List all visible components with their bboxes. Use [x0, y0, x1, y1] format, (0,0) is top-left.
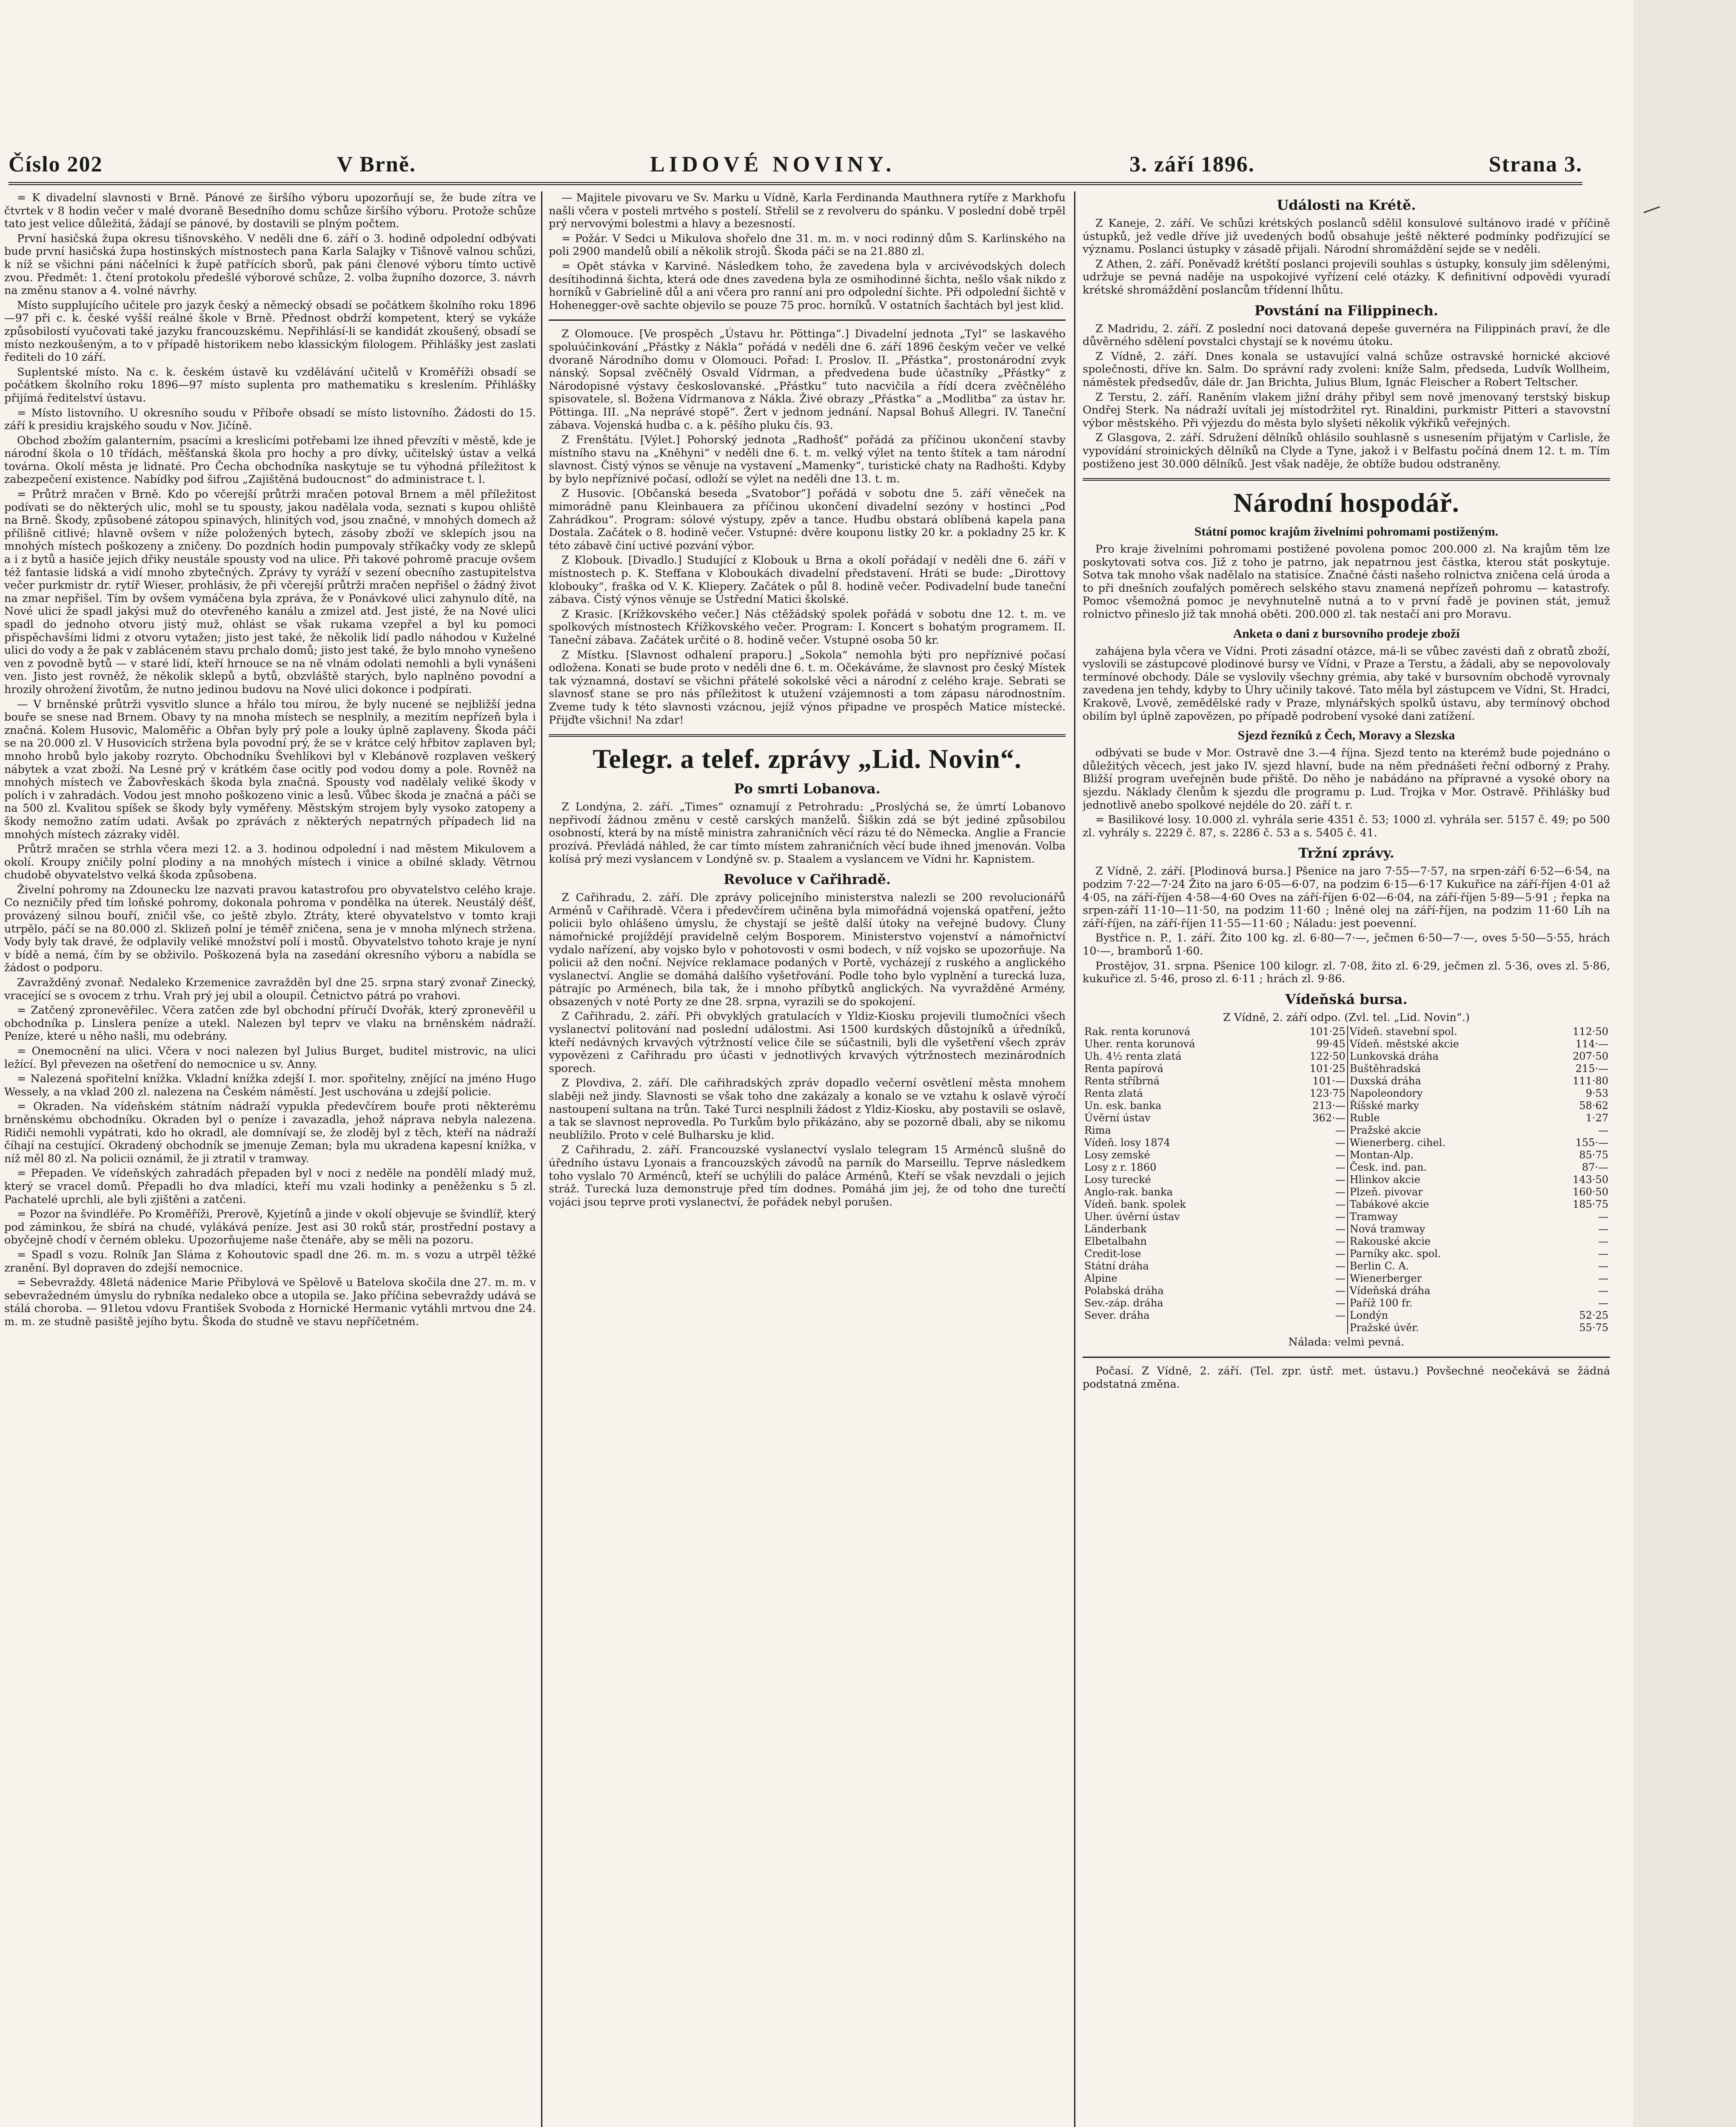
bursa-item-value: 160·50: [1573, 1186, 1608, 1198]
bursa-item-name: Elbetalbahn: [1084, 1235, 1147, 1248]
bursa-item-value: —: [1335, 1223, 1345, 1235]
heading-krete: Události na Krétě.: [1277, 197, 1416, 213]
article-stavka-karvina: = Opět stávka v Karviné. Následkem toho, že zavedena byla v arcivévodských dolech desítihodinná šichta, která ode dnes zavedena byla ze osmihodinné šichta, nešlo však nikdo z horníků v Gabrielině důl a ani včera pro ranní ani pro odpolední šichte. Při odpolední šichtě v Hohenegger-ově sachte objevilo se pouze 75 proc. horníků. V ostatních šachtách byl jest klid.: [549, 259, 1066, 312]
bursa-item-value: 101·25: [1309, 1026, 1345, 1038]
bursa-item-value: [1280, 1322, 1348, 1334]
bursa-item-name: Wienerberger: [1348, 1272, 1543, 1285]
bursa-item-name: Montan-Alp.: [1348, 1149, 1543, 1161]
article-prepaden: = Přepaden. Ve vídeňských zahradách přepaden byl v noci z neděle na pondělí mladý muž, který se vracel domů. Přepadli ho dva mladíci, kteří mu vzali hodinky a peněženku s 5 zl. Pachatelé uprchli, ale byli zjištěni a zatčeni.: [4, 1167, 536, 1206]
bursa-item-name: Credit-lose: [1084, 1248, 1141, 1260]
article-prutrz-mikulov: Průtrž mračen se strhla včera mezi 12. a 3. hodinou odpolední i nad městem Mikulovem a okolí. Kroupy zničily polní plodiny a na mnohých místech i vinice a obilné sklady. Větrnou chudobě obyvatelstvo velká škoda způsobena.: [4, 843, 536, 882]
bursa-row: [1083, 1124, 1610, 1137]
article-sporitelni-knizka: = Nalezená spořitelní knížka. Vkladní knížka zdejší I. mor. spořitelny, znějící na jméno Hugo Wessely, a na vklad 200 zl. nalezena na Českém náměstí. Jest uschována u zdejší policie.: [4, 1072, 536, 1098]
bursa-row: [1083, 1075, 1610, 1087]
bursa-item-name: Rak. renta korunová: [1084, 1026, 1191, 1038]
bursa-item-value: —: [1335, 1297, 1345, 1309]
bursa-item-name: Napoleondory: [1348, 1087, 1543, 1100]
bursa-row: [1083, 1322, 1610, 1334]
bursa-item-name: Rima: [1084, 1124, 1111, 1137]
bursa-item-name: Česk. ind. pan.: [1348, 1161, 1543, 1174]
bursa-item-name: Anglo-rak. banka: [1084, 1186, 1173, 1198]
article-prutrz-pokracovani: — V brněnské průtrži vysvitlo slunce a hřálo tou mírou, že byly nucené se nejbližší jedna bouře se snese nad Brnem. Obavy ty na mnoha místech se nesplnily, a mezitím nepřízeň byla i značná. Kolem Husovic, Maloměřic a Obřan byly prý pole a louky úplně zaplaveny. Škoda páči se na 20.000 zl. V Husovicích stržena byla povodní prý, že se v krátce celý hřbitov zaplaven byl; mnoho hrobů bylo jakoby rozryto. Obchodníku Švehlíkovi byl v Klebánově rozplaven veškerý nábytek a vzat zboží. Na Lesné prý v krátkém čase ocitly pod vodou domy a pole. Rovněž na mnohých místech ve Žabovřeskách škoda byla značná. Spousty vod nadělaly veliké škody v polích i v zahradách. Vodou jest mnoho poškozeno vinic a lesů. Vůbec škoda je značná a páči se na 500 zl. Kvalitou spíšek se škody byly vyměřeny. Městským strojem byly vysoko zatopeny a škody nemožno zatím udati. Avšak po zprávách z některých nepatrných případech lid na mnohých místech zázraky viděl.: [4, 698, 536, 841]
page-number: Strana 3.: [1488, 152, 1582, 177]
weather-report: Počasí. Z Vídně, 2. září. (Tel. zpr. ústř. met. ústavu.) Povšechné neočekává se žádná podstatná změna.: [1083, 1364, 1610, 1391]
bursa-item-name: Alpine: [1084, 1272, 1117, 1285]
issue-number: Číslo 202: [9, 152, 103, 177]
bursa-item-value: 101·25: [1309, 1063, 1345, 1075]
article-divadelni-slavnost: = K divadelní slavnosti v Brně. Pánové ze širšího výboru upozorňují se, že bude zítra ve čtvrtek v 8 hodin večer v malé dvoraně Besedního domu schůze širšího výboru. Protože schůze tato jest velice důležitá, žádají se pánové, by dostavili se plným počtem.: [4, 191, 536, 231]
bursa-item-value: —: [1335, 1211, 1345, 1223]
bursa-subtitle: Z Vídně, 2. září odpo. (Zvl. tel. „Lid. Novin“.): [1223, 1011, 1470, 1024]
bursa-item-value: —: [1335, 1235, 1345, 1248]
bursa-item-value: —: [1335, 1260, 1345, 1272]
heading-videnska-bursa: Vídeňská bursa.: [1285, 991, 1408, 1007]
bursa-item-value: 99·45: [1316, 1038, 1345, 1050]
article-suplentske-misto: Suplentské místo. Na c. k. českém ústavě ku vzdělávání učitelů v Kroměříži obsadí se počátkem školního roku 1896—97 místo suplenta pro mathematiku s kreslením. Přihlášky přijímá ředitelství ústavu.: [4, 365, 536, 405]
bursa-item-value: —: [1598, 1260, 1608, 1272]
bursa-item-name: Ruble: [1348, 1112, 1543, 1124]
article-pozar-sedec: = Požár. V Sedci u Mikulova shořelo dne 31. m. m. v noci rodinný dům S. Karlinského na poli 2900 mandelů obilí a několik strojů. Škoda páči se na 21.880 zl.: [549, 232, 1066, 258]
article-okraden: = Okraden. Na vídeňském státním nádraží vypukla předevčírem bouře proti některému brněnskému obchodníku. Okraden byl o peníze i zavazadla, jehož náprava nebyla nalezena. Ridiči nemohli vypátrati, kdo ho okradl, ale domnívají se, že zloděj byl z těch, kteří na nádraží číhají na cestující. Okradený obchodník se jmenuje Zeman; byla mu ukradena kapesní knížka, v níž měl 80 zl. Na policii oznámil, že ji ztratil v tramway.: [4, 1100, 536, 1165]
masthead: [9, 147, 1582, 185]
bursa-row: [1083, 1198, 1610, 1211]
bursa-item-value: —: [1335, 1186, 1345, 1198]
bursa-row: [1083, 1248, 1610, 1260]
article-londyn: Z Londýna, 2. září. „Times“ oznamují z Petrohradu: „Proslýchá se, že úmrtí Lobanovo nepřivodí žádnou změnu v cestě carských manželů. Šiškin zdá se být jediné způsobilou osobností, která by na místě ministra zahraničních věcí rázu té do Německa. Anglie a Francie prozívá. Převládá náhled, že car tímto místem zahraničních věcí bude ihned jmenován. Volba kolísá prý mezi vyslancem v Londýně sv. p. Staalem a vyslancem ve Vídni hr. Kapnistem.: [549, 801, 1066, 866]
article-plovdiv: Z Plovdiva, 2. září. Dle cařihradských zpráv dopadlo večerní osvětlení města mnohem slaběji než jindy. Slavnosti se však toho dne zakázaly a konalo se ve vztahu k oslavě výročí nastoupení sultana na trůn. Také Turci nesplnili žádost z Yldiz-Kiosku, aby postavili se oslavě, a tak se slavnost neprovedla. Po Turkům bylo přikázáno, aby se pozorně dbali, aby se nikomu neublížilo. Proto v celé Bulharsku je klid.: [549, 1077, 1066, 1142]
heading-sjezd: Sjezd řezníků z Čech, Moravy a Slezska: [1237, 728, 1455, 743]
bursa-item-name: Tramway: [1348, 1211, 1543, 1223]
article-kanea: Z Kaneje, 2. září. Ve schůzi krétských poslanců sdělil konsulové sultánovo iradé v příčině ústupků, jež vedle dříve již uvedených bodů obsahuje ještě některé podmínky podřizující se významu. Poslanci ústupky v zásadě přijali. Národní shromáždění sejde se v neděli.: [1083, 217, 1610, 256]
article-klobouky: Z Klobouk. [Divadlo.] Studující z Klobouk u Brna a okolí pořádají v neděli dne 6. září v místnostech p. K. Steffana v Kloboukách divadelní představení. Hráti se bude: „Dirottovy klobouky“, fraška od V. K. Kliepery. Začátek o půl 8. hodině večer. Podivadelní bude taneční zábava. Čistý výnos věnuje se Ústřední Matici školské.: [549, 554, 1066, 606]
bursa-row: [1083, 1137, 1610, 1149]
bursa-item-value: —: [1598, 1211, 1608, 1223]
bursa-item-name: Hlinkov akcie: [1348, 1174, 1543, 1186]
bursa-item-value: —: [1598, 1223, 1608, 1235]
bursa-item-value: 85·75: [1579, 1149, 1608, 1161]
article-zatceny-zpronevirilec: = Zatčený zpronevěřilec. Včera zatčen zde byl obchodní příručí Dvořák, který zpronevěřil u obchodníka p. Linslera peníze a utekl. Nalezen byl teprv ve vlaku na brněnském nádraží. Peníze, které u něho našli, mu odebrány.: [4, 1004, 536, 1043]
bursa-item-name: Uher. renta korunová: [1084, 1038, 1195, 1050]
column-rule-2: [1074, 191, 1075, 2127]
article-krasice: Z Krasic. [Krížkovského večer.] Nás ctěžádský spolek pořádá v sobotu dne 12. t. m. ve spolkových místnostech Křížkovského večer. Program: I. Koncert s bohatým programem. II. Taneční zábava. Začátek určité o 8. hodině večer. Vstupné osoba 50 kr.: [549, 607, 1066, 647]
bursa-item-value: 52·25: [1579, 1309, 1608, 1322]
article-zavrazdeny-zvonar: Zavražděný zvonař. Nedaleko Krzemenice zavražděn byl dne 25. srpna starý zvonař Zinecký, vracející se s ovocem z trhu. Vrah prý jej ubil a oloupil. Četnictvo pátrá po vrahovi.: [4, 976, 536, 1002]
article-prutrz-mracen-brno: = Průtrž mračen v Brně. Kdo po včerejší průtrži mračen potoval Brnem a měl příležitost podívati se do některých ulic, mohl se tu spousty, jakou nadělala voda, seznati s kupou ohliště na Brně. Škody, způsobené zátopou spinavých, hlinitých vod, jsou značné, v mnohých domech až přílišně citlivé; hlavně ovšem v níže položených bytech, zásoby zboží ve sklepích jsou na mnohých místech poškozeny a zničeny. Do pozdních hodin pumpovaly stříkačky vody ze sklepů a i z bytů a hasiče jejich dřiky neustále spousty vod na ulice. Při takové pohromě pracuje ovšem též fantasie lidská a vidí mnoho zbytečných. Zprávy ty vyráží v sezení obecního zastupitelstva večer purkmistr dr. rytíř Wieser, prohlásiv, že při včerejší průtrži mračen nepřišel o žádný život na zmar nepřišel. Tím by ovšem vymáčena byla zpráva, že v Ponávkové ulici zahynulo dítě, na Nové ulici že spadl jakýsi muž do otevřeného kanálu a zmizel atd. Jest jisté, že na Nové ulici spadl do jednoho otvoru jistý muž, ohlást se však rukama vzepřel a byl ku pomoci přispěchavšími lidmi z otvoru vytažen; jisto jest také, že několik lidí padlo náhodou v Kuželné ulici do vody a že pak v zabláceném stavu prchalo domů; jisto jest také, že bylo mnoho vynešeno ven z povodně bytů — v staré lidí, kteří hrnouce se na ně vlnám odolati nemohli a byli vynášeni ven. Jisto jest rovněž, že několik sklepů a bytů, obzvláště starých, bylo naplněno povodní a hrozily ohrožení životům, že nutno jedinou budovu na Nové ulici dokonce i podpírati.: [4, 488, 536, 696]
bursa-item-name: Wienerberg. cihel.: [1348, 1137, 1543, 1149]
bursa-item-name: Vídeň. městské akcie: [1348, 1038, 1543, 1050]
bursa-row: [1083, 1223, 1610, 1235]
bursa-item-value: 111·80: [1573, 1075, 1608, 1087]
bursa-row: [1083, 1174, 1610, 1186]
bursa-item-value: 123·75: [1309, 1087, 1345, 1100]
bursa-row: [1083, 1161, 1610, 1174]
bursa-item-name: Losy turecké: [1084, 1174, 1151, 1186]
bursa-item-name: Vídeň. losy 1874: [1084, 1137, 1170, 1149]
bursa-item-value: —: [1598, 1297, 1608, 1309]
article-terst: Z Terstu, 2. září. Raněním vlakem jižní dráhy přibyl sem nově jmenovaný terstský biskup Ondřej Sterk. Na nádraží uvítali jej místodržitel ryt. Rinaldini, purkmistr Pitteri a stavovstní výbor městského. Při výjezdu do města bylo slyšeti několik výkřiků veřejných.: [1083, 391, 1610, 430]
bursa-item-name: Buštěhradská: [1348, 1063, 1543, 1075]
bursa-item-name: Losy z r. 1860: [1084, 1161, 1157, 1174]
article-spadl-s-vozu: = Spadl s vozu. Rolník Jan Sláma z Kohoutovic spadl dne 26. m. m. s vozu a utrpěl těžké zranění. Byl dopraven do zdejší nemocnice.: [4, 1248, 536, 1274]
bursa-row: [1083, 1050, 1610, 1063]
page-edge: [1633, 0, 1736, 2127]
bursa-item-name: Berlin C. A.: [1348, 1260, 1543, 1272]
article-misto-supplujiciho: Místo supplujícího učitele pro jazyk český a německý obsadí se počátkem školního roku 1896—97 při c. k. české vyšší reálné škole v Brně. Přednost obdrží kompetent, který se vykáže způsobilostí vyučovati také jazyku francouzskému. Nepřihlásí-li se kandidát zkoušený, obsadí se místo nezkoušeným, a to v případě historikem nebo klassickým filologem. Přihlášky jest zaslati řediteli do 10 září.: [4, 299, 536, 364]
heading-revoluce: Revoluce v Cařihradě.: [724, 871, 891, 888]
bursa-row: [1083, 1063, 1610, 1075]
bursa-item-value: —: [1335, 1161, 1345, 1174]
bursa-item-value: 112·50: [1573, 1026, 1608, 1038]
article-hasicska-zupa: První hasičská župa okresu tišnovského. V neděli dne 6. září o 3. hodině odpolední odbývati bude první hasičská župa hostinských místnostech pana Karla Salajky v Tišnově valnou schůzi, k níž se všichni páni náčelníci k župě patřících sborů, pak páni členové výboru tímto uctivě zvou. Předmět: 1. čtení protokolu předešlé výborové schůze, 2. volba župního dozorce, 3. návrh na změnu stanov a 4. volné návrhy.: [4, 232, 536, 297]
column-2: [549, 191, 1066, 2127]
bursa-item-name: Un. esk. banka: [1084, 1100, 1162, 1112]
article-anketa: zahájena byla včera ve Vídni. Proti zásadní otázce, má-li se vůbec zavésti daň z obratů zboží, vyslovili se zástupcové plodinové bursy ve Vídni, v Praze a Terstu, a žádali, aby se nepovolovaly termínové obchody. Dále se vyslovily všechny grémia, aby také v bursovním obchodě vyrovnaly zavedena jen tehdy, kdyby to Úhry učinily takové. Tato měla byl zástupcem ve Vídni, St. Hradci, Krakově, Lvově, zemědělské rady v Praze, mlynářských spolků ústavu, aby termínový obchod obilím byl úplně zapovězen, po případě podrobení vysoké dani zatížení.: [1083, 644, 1610, 723]
bursa-item-name: Pražské akcie: [1348, 1124, 1543, 1137]
bursa-item-value: —: [1335, 1174, 1345, 1186]
article-pozor-svindlere: = Pozor na švindléře. Po Kroměříži, Prerově, Kyjetínů a jinde v okolí objevuje se švindlíř, který pod záminkou, že sbírá na chudé, vylákává peníze. Jest asi 30 roků stár, prostřední postavy a obyčejně chodí v černém obleku. Upozorňujeme naše čtenáře, aby se měli na pozoru.: [4, 1208, 536, 1247]
bursa-item-value: —: [1335, 1248, 1345, 1260]
article-athen: Z Athen, 2. září. Poněvadž krétští poslanci projevili souhlas s ústupky, konsuly jim sdělenými, udržuje se pevná naděje na uspokojivé vyřízení celé otázky. K definitivní odpovědi vyuradí krétské shromáždění poslancům třídenní lhůtu.: [1083, 257, 1610, 297]
bursa-item-value: 122·50: [1309, 1050, 1345, 1063]
article-zivelni-pohromy: Živelní pohromy na Zdounecku lze nazvati pravou katastrofou pro obyvatelstvo celého kraje. Co nezničily před tím loňské pohromy, dokonala pohroma v pondělka na úterek. Neustálý déšť, provázený silnou bouří, zničil vše, co ještě zbylo. Ztráty, které obyvatelstvo v tomto kraji utrpělo, páčí se na 80.000 zl. Sklizeň polní je téměř zničena, sena je v mnoha mlýnech stržena. Vody byly tak dravé, že odplavily veliké množství polí i mostů. Obyvatelstvo tohoto kraje je nyní v bídě a nemá, čím by se obživilo. Poškozená byla na zasedání okresního výboru a nabídla se žádost o podporu.: [4, 883, 536, 975]
article-mistek: Z Místku. [Slavnost odhalení praporu.] „Sokola“ nemohla býti pro nepříznivé počasí odložena. Konati se bude proto v neděli dne 6. t. m. Očekáváme, že slavnost pro český Místek tak významná, dostaví se všichni přátelé sokolské věci a národní z celého kraje. Sebrati se slavnosť stane se pro nás příležitost k utužení vzájemnosti a tom zápasu národnostním. Zveme tudy k této slavnosti vzácnou, jejíž výnos připadne ve prospěch Matice místecké. Přijďte všichni! Na zdar!: [549, 648, 1066, 727]
bursa-item-value: —: [1335, 1149, 1345, 1161]
bursa-row: [1083, 1026, 1610, 1038]
article-misto-listovniho: = Místo listovního. U okresního soudu v Příboře obsadí se místo listovního. Žádosti do 15. září k presidiu krajského soudu v Nov. Jičíně.: [4, 406, 536, 433]
bursa-item-name: Sever. dráha: [1084, 1309, 1150, 1322]
article-mauthner: — Majitele pivovaru ve Sv. Marku u Vídně, Karla Ferdinanda Mauthnera rytíře z Markhofu našli včera v posteli mrtvého s postelí. Střelil se z revolveru do spánku. V poslední době trpěl prý nervovými bolestmi a hlavy a bezesností.: [549, 191, 1066, 231]
bursa-item-name: Státní dráha: [1084, 1260, 1149, 1272]
bursa-item-name: Říšské marky: [1348, 1100, 1543, 1112]
bursa-item-value: —: [1598, 1124, 1608, 1137]
bursa-item-name: Polabská dráha: [1084, 1285, 1164, 1297]
bursa-item-name: Parníky akc. spol.: [1348, 1248, 1543, 1260]
column-1: [4, 191, 536, 2127]
bursa-item-value: 362·—: [1312, 1112, 1345, 1124]
bursa-item-value: 87·—: [1582, 1161, 1608, 1174]
bursa-item-value: 207·50: [1573, 1050, 1608, 1063]
bursa-row: [1083, 1285, 1610, 1297]
bursa-item-name: Länderbank: [1084, 1223, 1147, 1235]
bursa-item-value: 9·53: [1585, 1087, 1608, 1100]
heading-statni-pomoc: Státní pomoc krajům živelními pohromami postiženým.: [1194, 525, 1499, 539]
bursa-item-name: Renta zlatá: [1084, 1087, 1143, 1100]
bursa-row: [1083, 1087, 1610, 1100]
bursa-item-value: —: [1335, 1285, 1345, 1297]
section-double-rule: [549, 734, 1066, 737]
bursa-item-name: Lunkovská dráha: [1348, 1050, 1543, 1063]
bursa-mood: Nálada: velmi pevná.: [1288, 1336, 1405, 1349]
heading-filipiny: Povstání na Filippinech.: [1254, 302, 1438, 319]
bursa-item-name: Losy zemské: [1084, 1149, 1150, 1161]
economy-section-title: Národní hospodář.: [1233, 488, 1459, 518]
bursa-row: [1083, 1211, 1610, 1223]
bursa-item-value: 155·—: [1575, 1137, 1608, 1149]
newspaper-title: LIDOVÉ NOVINY.: [650, 152, 896, 177]
article-husovice: Z Husovic. [Občanská beseda „Svatobor“] pořádá v sobotu dne 5. září věneček na mimorádně panu Kleinbauera za příčinou ukončení divadelní sezóny v hostinci „Pod Zahrádkou“. Program: sólové výstupy, zpěv a tance. Hudbu obstará oblíbená kapela pana Dostala. Začátek o 8. hodině večer. Vstupné: dvěre kouponu listky 20 kr. a pokladny 25 kr. K této zábavě činí uctivé pozvání výbor.: [549, 487, 1066, 552]
bursa-item-name: Úvěrní ústav: [1084, 1112, 1151, 1124]
bursa-row: [1083, 1272, 1610, 1285]
article-statni-pomoc: Pro kraje živelními pohromami postižené povolena pomoc 200.000 zl. Na krajům těm lze poskytovati sotva cos. Již z toho je patrno, jak nepatrnou jest částka, kterou stát poskytuje. Sotva tak mnoho však nadělalo na statisíce. Značné části našeho rolnictva zničena celá úroda a to při dnešních zoufalých poměrech selského stavu znamená nepřízeň pohromu — katastrofy. Pomoc všemožná pomoc je nevyhnutelně nutná a to v první řadě je povinen stát, jemuž rolnictvo přineslo již tak mnohá oběti. 200.000 zl. tak nestačí ani pro Moravu.: [1083, 543, 1610, 621]
bursa-row: [1083, 1100, 1610, 1112]
bursa-item-name: Tabákové akcie: [1348, 1198, 1543, 1211]
heading-anketa: Anketa o dani z bursovního prodeje zboží: [1233, 626, 1460, 641]
bursa-item-name: Uher. úvěrní ústav: [1084, 1211, 1180, 1223]
bursa-item-name: Vídeň. bank. spolek: [1084, 1198, 1186, 1211]
bursa-item-value: 213·—: [1312, 1100, 1345, 1112]
article-viden: Z Vídně, 2. září. Dnes konala se ustavující valná schůze ostravské hornické akciové společnosti, dříve kn. Salm. Do správní rady zvoleni: kníže Salm, předseda, Ludvík Wollheim, náměstek předsedův, dále dr. Jan Brichta, Julius Blum, Ignác Fleischer a Robert Teltscher.: [1083, 350, 1610, 389]
telegram-section-title: Telegr. a telef. zprávy „Lid. Novin“.: [593, 744, 1022, 774]
article-madrid: Z Madridu, 2. září. Z poslední noci datovaná depeše guvernéra na Filippinách praví, že dle důvěrného sdělení povstalci chystají se k novému útoku.: [1083, 322, 1610, 348]
bursa-item-value: —: [1335, 1198, 1345, 1211]
bursa-item-name: [1083, 1322, 1280, 1334]
bursa-item-value: —: [1335, 1309, 1345, 1322]
bursa-item-value: 143·50: [1573, 1174, 1608, 1186]
bursa-row: [1083, 1260, 1610, 1272]
article-olomouc: Z Olomouce. [Ve prospěch „Ústavu hr. Pöttinga“.] Divadelní jednota „Tyl“ se laskavého spoluúčinkování „Přástky z Nákla“ pořádá v neděli dne 6. září 1896 českým večer ve velké dvoraně Národního domu v Olomouci. Pořad: I. Proslov. II. „Přástka“, prostonárodní zvyk nánský. Sopsal zvěčnělý Osvald Vídrman, a předvedena bude účastníky „Přástky“ z Národopisné výstavy českoslovanské. „Přástku“ tuto nacvičila a řídí dcera zvěčnělého spisovatele, sl. Božena Vídrmanova z Nákla. Živé obrazy „Přástka“ a „Modlitba“ za ústav hr. Pöttinga. III. „Na neprávé stopě“. Žert v jednom jednání. Napsal Bohuš Allegri. IV. Taneční zábava. Vojenská hudba c. a k. pěšího pluku čís. 93.: [549, 328, 1066, 432]
article-glasgow: Z Glasgova, 2. září. Sdružení dělníků ohlásilo souhlasně s usnesením přijatým v Carlisle, že vypovídání stroinických dělníků na Clyde a Tyne, jakož i v Belfastu počíná dnem 12. t. m. Tím postiženo jest 30.000 dělníků. Jest však naděje, že obtíže budou odstraněny.: [1083, 431, 1610, 470]
bursa-item-name: Renta papírová: [1084, 1063, 1163, 1075]
bursa-item-name: Rakouské akcie: [1348, 1235, 1543, 1248]
bursa-item-value: 101·—: [1312, 1075, 1345, 1087]
bursa-item-value: —: [1598, 1285, 1608, 1297]
bursa-row: [1083, 1186, 1610, 1198]
article-frenstat: Z Frenštátu. [Výlet.] Pohorský jednota „Radhošť“ pořádá za příčinou ukončení stavby místního stavu na „Kněhyni“ v neděli dne 6. t. m. velký výlet na tento štítek a tam národní slavnost. Čistý výnos se věnuje na vystavení „Mamenky“, turistické chaty na Radhošti. Kdyby by bylo nepříznivé počasí, odloží se výlet na neděli dne 13. t. m.: [549, 433, 1066, 485]
column-3: [1083, 191, 1610, 2127]
bursa-item-value: —: [1335, 1137, 1345, 1149]
bursa-table: [1083, 1026, 1610, 1334]
bursa-item-value: —: [1598, 1235, 1608, 1248]
bursa-row: [1083, 1297, 1610, 1309]
article-onemocneni: = Onemocnění na ulici. Včera v noci nalezen byl Julius Burget, buditel mistrovic, na ulici ležící. Byl převezen na ošetření do nemocnice u sv. Anny.: [4, 1045, 536, 1071]
place-name: V Brně.: [336, 152, 416, 177]
bursa-item-name: Sev.-záp. dráha: [1084, 1297, 1163, 1309]
bursa-item-name: Londýn: [1348, 1309, 1543, 1322]
article-carihrad-1: Z Cařihradu, 2. září. Dle zprávy policejního ministerstva nalezli se 200 revolucionářů Arménů v Cařihradě. Včera i předevčírem učiněna byla mimořádná vojenská opatření, ježto policii bylo ohlášeno úmyslu, že chystají se ještě další útoky na veřejné budovy. Čluny námořnické projíždějí pravidelně celým Bosporem. Ministerstvo vojenství a námořnictví vydalo nařízení, aby vojsko bylo v pohotovosti v osmi bodech, v níž vojsko se upozorňuje. Na policii až den noční. Nejvíce reklamace podaných v Portě, vycházejí z ruského a anglického vyslanectví. Anglie se domáhá dalšího vyšetřování. Podle toho bylo vyplnění a turecká luza, pátrajíc po Arménech, bila tak, že i mnoho příbytků anglických. Na vyvražděné Armény, obsazených v noté Porty ze dne 28. srpna, vyrazili se do spokojení.: [549, 891, 1066, 1008]
bursa-item-value: 58·62: [1579, 1100, 1608, 1112]
article-carihrad-2: Z Cařihradu, 2. září. Při obvyklých gratulacích v Yldiz-Kiosku projevili tlumočníci všech vyslanectví politování nad poslední událostmi. Asi 1500 kurdských důstojníků a úředníků, kteří nedávných krvavých výtržností velice čile se súčastnili, byli dle vyšetření všech zpráv vypovězeni z Cařihradu pro účasti v jednotlivých krvavých výtržnostech mezinárodních sporech.: [549, 1010, 1066, 1075]
bursa-row: [1083, 1038, 1610, 1050]
bursa-item-name: Paříž 100 fr.: [1348, 1297, 1543, 1309]
bursa-row: [1083, 1235, 1610, 1248]
bursa-item-name: Plzeň. pivovar: [1348, 1186, 1543, 1198]
article-basilikove-losy: = Basilikové losy. 10.000 zl. vyhrála serie 4351 č. 53; 1000 zl. vyhrála ser. 5157 č. 49; po 500 zl. vyhrály s. 2229 č. 87, s. 2286 č. 53 a s. 5405 č. 41.: [1083, 813, 1610, 839]
article-carihrad-3: Z Cařihradu, 2. září. Francouzské vyslanectví vyslalo telegram 15 Arménců slušně do úředního ústavu Lyonais a francouzských závodů na parník do Marseillu. Teprve následkem toho vyslalo 70 Arménců, kteří se uchýlili do paláce Arménů, Kteří se však nevzdali o jejich stráž. Turecká luza demonstruje před tím dodnes. Pomáhá jim jej, že od toho dne turečtí vojáci jsou teprve proti vyslanectví, že pořádek nebyl porušen.: [549, 1143, 1066, 1209]
heading-lobanov: Po smrti Lobanova.: [734, 781, 881, 797]
bursa-item-name: Renta stříbrná: [1084, 1075, 1160, 1087]
section-rule-3: [1083, 1357, 1610, 1358]
market-bystrice: Bystřice n. P., 1. září. Žito 100 kg. zl. 6·80—7·—, ječmen 6·50—7·—, oves 5·50—5·55, hrách 10·—, bramborů 1·60.: [1083, 932, 1610, 958]
bursa-item-name: Pražské úvěr.: [1348, 1322, 1543, 1334]
article-sjezd: odbývati se bude v Mor. Ostravě dne 3.—4 října. Sjezd tento na kterémž bude pojednáno o důležitých věcech, jest jako IV. sjezd hlavní, bude na něm přednášeti řeční odborný z Prahy. Bližší program uveřejněn bude přiště. Do něho je nabádáno na přípravné a vysoké obory na sjezdu. Náklady členům k sjezdu dle programu p. Lud. Trojka v Mor. Ostravě. Přihlášky buď jednotlivě anebo spolkové nejdéle do 20. září t. r.: [1083, 747, 1610, 812]
market-viden: Z Vídně, 2. září. [Plodinová bursa.] Pšenice na jaro 7·55—7·57, na srpen-září 6·52—6·54, na podzim 7·22—7·24 Žito na jaro 6·05—6·07, na podzim 6·15—6·17 Kukuřice na září-říjen 4·01 až 4·05, na září-říjen 4·58—4·60 Oves na září-říjen 6·02—6·04, na září-říjen 5·89—5·91 ; řepka na srpen-září 11·10—11·50, na podzim 11·60 ; lněné olej na září-říjen, na podzim 11·60 Líh na září-říjen, na září-říjen 11·55—11·60 ; Náladu: jest poevenní.: [1083, 865, 1610, 930]
bursa-item-value: —: [1598, 1248, 1608, 1260]
section-double-rule-2: [1083, 478, 1610, 481]
bursa-item-value: 114·—: [1575, 1038, 1608, 1050]
advert-obchod-galanterni: Obchod zbožím galanterním, psacími a kreslicími potřebami lze ihned převzíti v městě, kde je národní škola o 10 třídách, měšťanská škola pro hochy a pro dívky, učitelský ústav a velká továrna. Okolí města je lidnaté. Pro Čecha obchodníka naskytuje se tu výhodná příležitost k zabezpečení existence. Nabídky pod šifrou „Zajištěná budoucnost“ do administrace t. l.: [4, 434, 536, 486]
bursa-item-value: —: [1335, 1272, 1345, 1285]
issue-date: 3. září 1896.: [1129, 152, 1255, 177]
bursa-item-value: 55·75: [1579, 1322, 1608, 1334]
bursa-row: [1083, 1309, 1610, 1322]
bursa-item-value: 1·27: [1585, 1112, 1608, 1124]
bursa-item-value: —: [1598, 1272, 1608, 1285]
bursa-item-name: Uh. 4½ renta zlatá: [1084, 1050, 1182, 1063]
column-rule-1: [541, 191, 542, 2127]
bursa-item-name: Duxská dráha: [1348, 1075, 1543, 1087]
bursa-row: [1083, 1149, 1610, 1161]
bursa-row: [1083, 1112, 1610, 1124]
bursa-item-value: 185·75: [1573, 1198, 1608, 1211]
bursa-item-value: 215·—: [1575, 1063, 1608, 1075]
bursa-item-name: Vídeňská dráha: [1348, 1285, 1543, 1297]
section-rule: [549, 319, 1066, 321]
heading-trzni-zpravy: Tržní zprávy.: [1298, 845, 1394, 861]
market-prostejov: Prostějov, 31. srpna. Pšenice 100 kilogr. zl. 7·08, žito zl. 6·29, ječmen zl. 5·36, oves zl. 5·86, kukuřice zl. 5·46, proso zl. 6·11 ; hrách zl. 9·86.: [1083, 959, 1610, 986]
article-sebevrazdy: = Sebevraždy. 48letá nádenice Marie Přibylová ve Spělově u Batelova skočila dne 27. m. m. v sebevražedném úmyslu do rybníka nedaleko obce a utopila se. Jako příčina sebevraždy udává se stálá choroba. — 91letou vdovu František Svoboda z Hornické Hermanic vytáhli mrtvou dne 24. m. m. ze studně pasiště jejího bytu. Škoda do studně ve stavu nepříčetném.: [4, 1276, 536, 1328]
bursa-item-value: —: [1335, 1124, 1345, 1137]
bursa-item-name: Nová tramway: [1348, 1223, 1543, 1235]
bursa-item-name: Vídeň. stavební spol.: [1348, 1026, 1543, 1038]
